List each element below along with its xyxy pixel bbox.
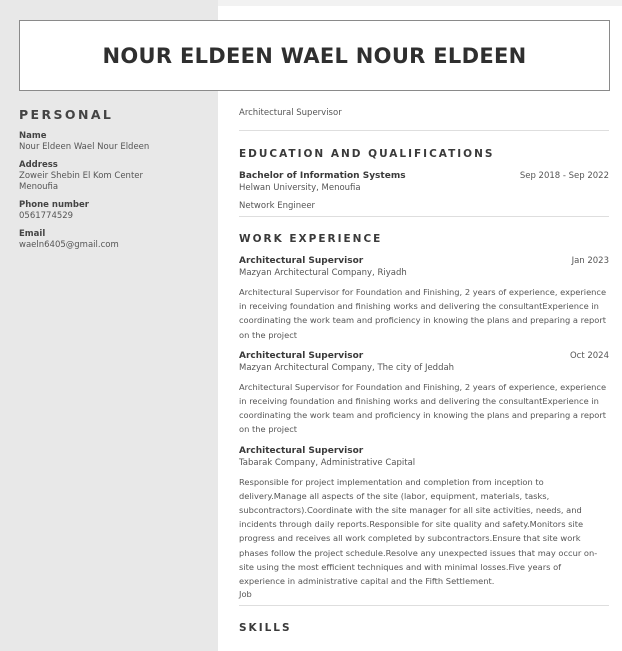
education-entry bbox=[239, 170, 609, 217]
personal-field-address bbox=[19, 160, 209, 193]
job-title: Architectural Supervisor bbox=[239, 108, 609, 131]
entry-org: Mazyan Architectural Company, The city of Jeddah bbox=[239, 362, 455, 373]
personal-heading: PERSONAL bbox=[19, 107, 114, 122]
name-header bbox=[19, 20, 610, 91]
entry-org: Helwan University, Menoufia bbox=[239, 183, 361, 193]
skills-heading: SKILLS bbox=[239, 622, 292, 635]
work-entry bbox=[239, 350, 609, 437]
field-label: Address bbox=[19, 160, 58, 170]
entry-description: Responsible for project implementation and completion from inception to delivery.Manage all aspects of the site (labor, equipment, materials, tasks, subcontractors).Coordinate with the site manager for all site activities, needs, and incidents through daily reports.Responsible for site quality and safety.Monitors site progress and receives all work completed by subcontractors.Ensure that site work phases follow the project schedule.Resolve any unexpected issues that may occur on-site using the most efficient techniques and with minimal losses.Five years of experience in administrative capital and the Fifth Settlement. bbox=[239, 476, 598, 587]
personal-field-email bbox=[19, 229, 209, 251]
entry-title: Architectural Supervisor bbox=[239, 256, 364, 266]
field-label: Phone number bbox=[19, 200, 89, 210]
personal-section bbox=[19, 107, 209, 258]
sidebar bbox=[0, 0, 218, 651]
field-value: waeln6405@gmail.com bbox=[19, 240, 119, 250]
field-label: Name bbox=[19, 131, 47, 141]
top-band bbox=[218, 0, 622, 6]
entry-title: Bachelor of Information Systems bbox=[239, 171, 406, 181]
entry-title: Architectural Supervisor bbox=[239, 350, 364, 361]
work-heading: WORK EXPERIENCE bbox=[239, 233, 383, 245]
full-name: NOUR ELDEEN WAEL NOUR ELDEEN bbox=[102, 43, 527, 68]
field-value: 0561774529 bbox=[19, 211, 74, 221]
entry-note: Network Engineer bbox=[239, 201, 609, 217]
field-label: Email bbox=[19, 229, 46, 239]
entry-description: Architectural Supervisor for Foundation and Finishing, 2 years of experience, experience in receiving foundation and finishing works and delivering the consultantExperience in coordinating the work team and proficiency in knowing the plans and preparing a report on the project bbox=[239, 381, 607, 435]
entry-org: Tabarak Company, Administrative Capital bbox=[239, 457, 416, 468]
field-value: Nour Eldeen Wael Nour Eldeen bbox=[19, 142, 150, 152]
entry-date: Oct 2024 bbox=[569, 350, 609, 361]
entry-date: Jan 2023 bbox=[571, 256, 609, 266]
entry-date: Sep 2018 - Sep 2022 bbox=[519, 171, 609, 181]
personal-field-name bbox=[19, 131, 209, 153]
work-entry bbox=[239, 445, 609, 607]
education-heading: EDUCATION AND QUALIFICATIONS bbox=[239, 148, 495, 160]
entry-org: Mazyan Architectural Company, Riyadh bbox=[239, 268, 407, 278]
entry-description: Architectural Supervisor for Foundation and Finishing, 2 years of experience, experience in receiving foundation and finishing works and delivering the consultantExperience in coordinating the work team and proficiency in knowing the plans and preparing a report on the project bbox=[239, 287, 607, 340]
personal-field-phone bbox=[19, 200, 209, 222]
field-value: Zoweir Shebin El Kom Center Menoufia bbox=[19, 171, 143, 192]
entry-title: Architectural Supervisor bbox=[239, 445, 364, 456]
work-entry bbox=[239, 255, 609, 342]
entry-trailing-text: Job bbox=[239, 589, 252, 600]
main-content bbox=[239, 108, 609, 634]
